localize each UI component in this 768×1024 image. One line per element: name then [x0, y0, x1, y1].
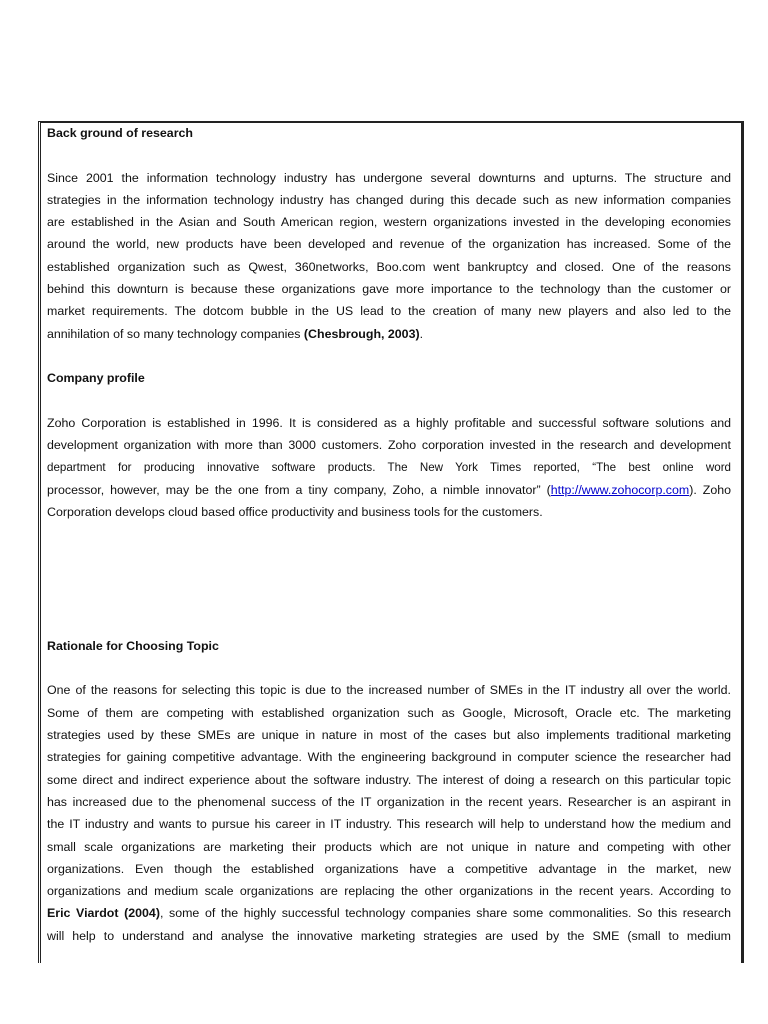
text-segment: are established in the Asian and South American region, western organizations invested in the developing economies: [47, 215, 731, 230]
text-segment: market requirements. The dotcom bubble in the US lead to the creation of many new players and also led to the: [47, 304, 731, 319]
text-segment: strategies for gaining competitive advantage. With the engineering background in computer science the researcher had: [47, 750, 731, 765]
document-content: [47, 122, 731, 947]
text-segment: strategies used by these SMEs are unique in nature in most of the cases but also implements traditional marketing: [47, 728, 731, 743]
blank-line: [47, 590, 731, 612]
text-line: [47, 858, 731, 880]
blank-line: [47, 657, 731, 679]
text-segment: small scale organizations are marketing their products which are not unique in nature and competing with other: [47, 839, 731, 854]
text-line: [47, 434, 731, 456]
text-line: [47, 813, 731, 835]
text-line: [47, 256, 731, 278]
text-line: [47, 880, 731, 902]
text-segment: some direct and indirect experience about the software industry. The interest of doing a research on this particular topic: [47, 772, 731, 787]
text-segment: development organization with more than 3000 customers. Zoho corporation invested in the research and development: [47, 438, 731, 453]
text-line: [47, 769, 731, 791]
citation: Eric Viardot (2004): [47, 906, 160, 921]
text-line: [47, 925, 731, 947]
text-line: [47, 278, 731, 300]
text-line: [47, 233, 731, 255]
text-segment: Zoho Corporation is established in 1996. It is considered as a highly profitable and successful software solutions and: [47, 415, 731, 430]
text-segment: .: [419, 326, 424, 341]
text-line: [47, 724, 731, 746]
text-line: [47, 412, 731, 434]
citation: (Chesbrough, 2003): [303, 326, 420, 341]
text-segment: organizations. Even though the established organizations have a competitive advantage in the market, new: [47, 861, 731, 876]
text-segment: the IT industry and wants to pursue his career in IT industry. This research will help to understand how the medium and: [47, 817, 731, 832]
text-segment: around the world, new products have been developed and revenue of the organization has increased. Some of the: [47, 237, 731, 252]
text-segment: established organization such as Qwest, 360networks, Boo.com went bankruptcy and closed. One of the reasons: [47, 259, 731, 274]
section-heading-back-ground-of-research: Back ground of research: [47, 126, 193, 140]
blank-line: [47, 523, 731, 545]
blank-line: [47, 613, 731, 635]
text-segment: behind this downturn is because these organizations gave more importance to the technology than the customer or: [47, 282, 731, 297]
text-line: [47, 746, 731, 768]
text-segment: One of the reasons for selecting this topic is due to the increased number of SMEs in the IT industry all over the world.: [47, 683, 731, 698]
text-segment: , some of the highly successful technology companies share some commonalities. So this research: [159, 906, 731, 921]
text-segment: ). Zoho: [689, 482, 731, 497]
text-segment: has increased due to the phenomenal success of the IT organization in the recent years. Researcher is an aspirant in: [47, 794, 731, 809]
text-line: [47, 167, 731, 189]
blank-line: [47, 144, 731, 166]
text-segment: will help to understand and analyse the innovative marketing strategies are used by the SME (small to medium: [47, 928, 731, 943]
reference-link[interactable]: http://www.zohocorp.com: [550, 482, 690, 497]
text-line: [47, 300, 731, 322]
blank-line: [47, 345, 731, 367]
blank-line: [47, 546, 731, 568]
text-segment: Since 2001 the information technology industry has undergone several downturns and upturns. The structure and: [47, 170, 731, 185]
text-segment: Corporation develops cloud based office productivity and business tools for the customers.: [47, 505, 543, 520]
text-line: [47, 679, 731, 701]
paragraph-rationale-for-choosing-topic: [47, 679, 731, 947]
text-line: [47, 456, 731, 478]
text-line: [47, 702, 731, 724]
text-segment: department for producing innovative software products. The New York Times reported, “The best online word: [47, 461, 731, 475]
heading-line: [47, 122, 731, 144]
text-line: [47, 501, 731, 523]
text-line: [47, 836, 731, 858]
text-line: [47, 323, 731, 345]
text-segment: organizations and medium scale organizations are replacing the other organizations in the recent years. According to: [47, 884, 731, 899]
heading-line: [47, 635, 731, 657]
heading-line: [47, 367, 731, 389]
section-heading-rationale-for-choosing-topic: Rationale for Choosing Topic: [47, 638, 219, 653]
text-line: [47, 902, 731, 924]
paragraph-company-profile: [47, 412, 731, 523]
text-segment: strategies in the information technology industry has changed during this decade such as new information companies: [47, 192, 731, 207]
text-line: [47, 479, 731, 501]
text-segment: annihilation of so many technology companies: [47, 326, 304, 341]
text-line: [47, 211, 731, 233]
text-segment: processor, however, may be the one from a tiny company, Zoho, a nimble innovator” (: [47, 482, 551, 497]
blank-line: [47, 390, 731, 412]
section-heading-company-profile: Company profile: [47, 371, 145, 386]
text-line: [47, 189, 731, 211]
text-segment: Some of them are competing with established organization such as Google, Microsoft, Oracle etc. The marketing: [47, 705, 731, 720]
text-line: [47, 791, 731, 813]
blank-line: [47, 568, 731, 590]
paragraph-back-ground-of-research: [47, 167, 731, 345]
